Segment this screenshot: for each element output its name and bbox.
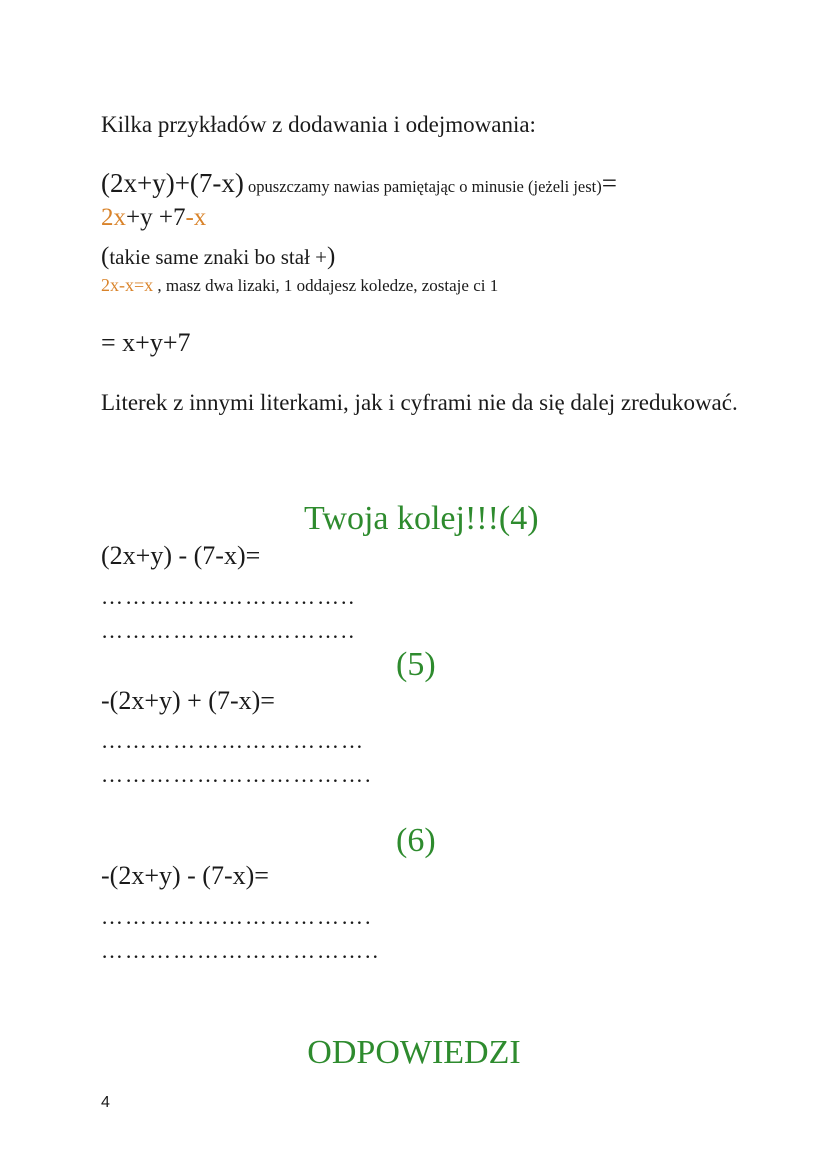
expanded-term-minus-x: -x [185,204,207,231]
page-number: 4 [101,1094,110,1111]
same-signs-note [101,243,335,271]
combine-note [101,275,498,296]
exercise-6-expression: -(2x+y) - (7-x)= [101,861,269,890]
example-expression: (2x+y)+(7-x) [101,168,244,198]
paren-close: ) [327,243,336,270]
example-result: = x+y+7 [101,328,191,357]
combine-explanation: , masz dwa lizaki, 1 oddajesz koledze, zostaje ci 1 [153,276,499,295]
answers-heading: ODPOWIEDZI [307,1034,521,1071]
expanded-term-middle: +y +7 [126,204,186,231]
combine-math: 2x-x=x [101,275,154,295]
exercise-5-answer-line-2: ……………………………. [101,762,373,787]
exercise-4-expression: (2x+y) - (7-x)= [101,541,261,570]
example-expression-line [101,168,617,199]
exercise-6-number: (6) [396,822,436,859]
reduction-note: Literek z innymi literkami, jak i cyframi nie da się dalej zredukować. [101,390,738,415]
exercise-5-expression: -(2x+y) + (7-x)= [101,686,275,715]
paren-open: ( [101,243,110,270]
example-explanation: opuszczamy nawias pamiętając o minusie (jeżeli jest) [243,177,602,196]
exercise-4-answer-line-2: ………………………….. [101,618,356,643]
example-expanded [101,204,206,232]
intro-text: Kilka przykładów z dodawania i odejmowania: [101,112,536,137]
exercise-6-answer-line-1: ……………………………. [101,904,373,929]
example-equals: = [601,168,617,198]
expanded-term-2x: 2x [101,204,126,231]
exercise-5-number: (5) [396,646,436,683]
same-signs-text: takie same znaki bo stał + [109,245,328,269]
task-heading: Twoja kolej!!!(4) [304,500,539,537]
exercise-5-answer-line-1: …………………………… [101,728,365,753]
exercise-6-answer-line-2: …………………………….. [101,938,380,963]
exercise-4-answer-line-1: ………………………….. [101,584,356,609]
